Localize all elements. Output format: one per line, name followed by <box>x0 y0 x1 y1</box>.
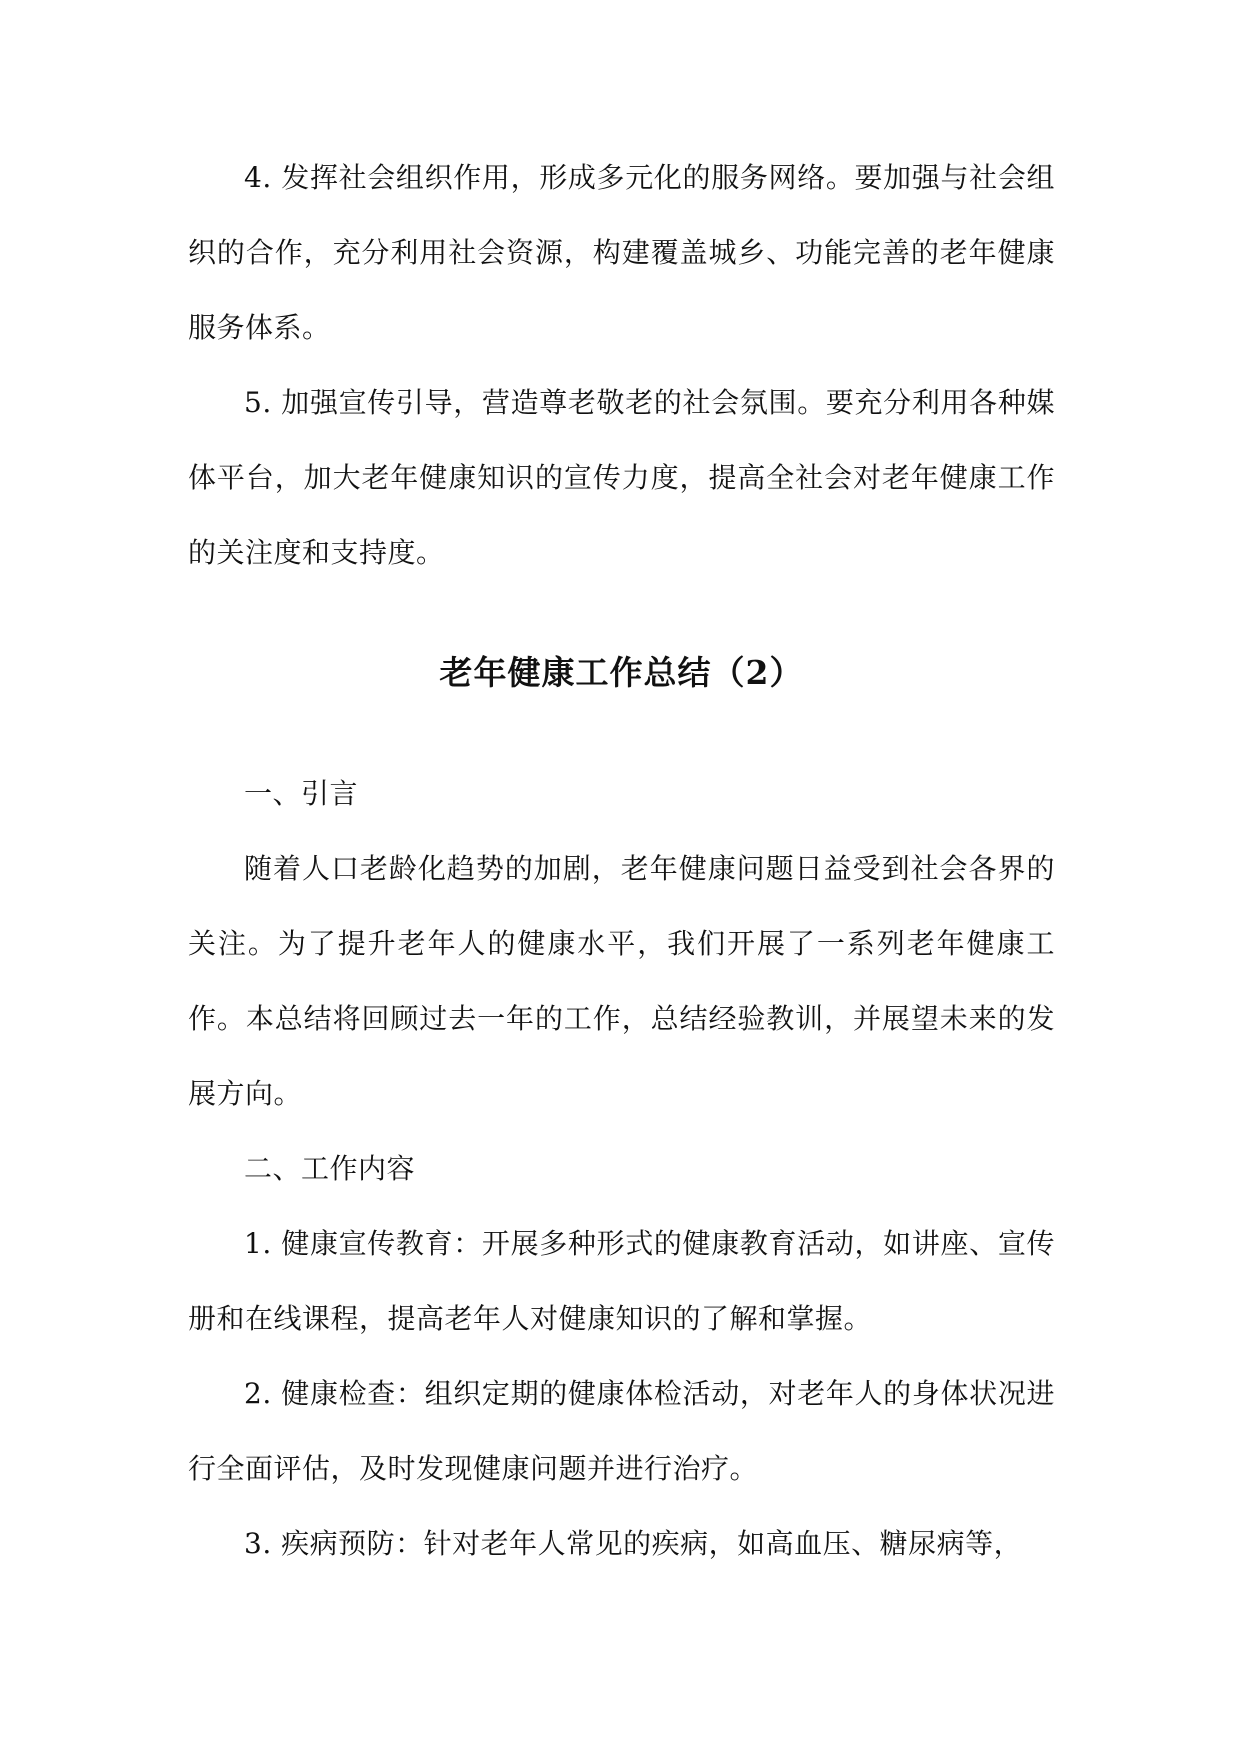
list-item-disease-prevention: 3. 疾病预防：针对老年人常见的疾病，如高血压、糖尿病等， <box>244 1527 1023 1560</box>
paragraph-item-4: 4. 发挥社会组织作用，形成多元化的服务网络。要加强与社会组织的合作，充分利用社会资源，构建覆盖城乡、功能完善的老年健康服务体系。 <box>188 161 1055 344</box>
section-heading-work-content: 二、工作内容 <box>244 1152 416 1185</box>
paragraph-item-5: 5. 加强宣传引导，营造尊老敬老的社会氛围。要充分利用各种媒体平台，加大老年健康知识的宣传力度，提高全社会对老年健康工作的关注度和支持度。 <box>188 386 1055 569</box>
list-item-health-education: 1. 健康宣传教育：开展多种形式的健康教育活动，如讲座、宣传册和在线课程，提高老年人对健康知识的了解和掌握。 <box>188 1227 1055 1335</box>
section-heading-intro: 一、引言 <box>244 777 359 810</box>
paragraph-intro: 随着人口老龄化趋势的加剧，老年健康问题日益受到社会各界的关注。为了提升老年人的健康水平，我们开展了一系列老年健康工作。本总结将回顾过去一年的工作，总结经验教训，并展望未来的发展方向。 <box>188 852 1055 1110</box>
list-item-health-checkup: 2. 健康检查：组织定期的健康体检活动，对老年人的身体状况进行全面评估，及时发现健康问题并进行治疗。 <box>188 1377 1055 1485</box>
document-body <box>188 140 1055 1581</box>
section-title: 老年健康工作总结（2） <box>439 653 804 692</box>
